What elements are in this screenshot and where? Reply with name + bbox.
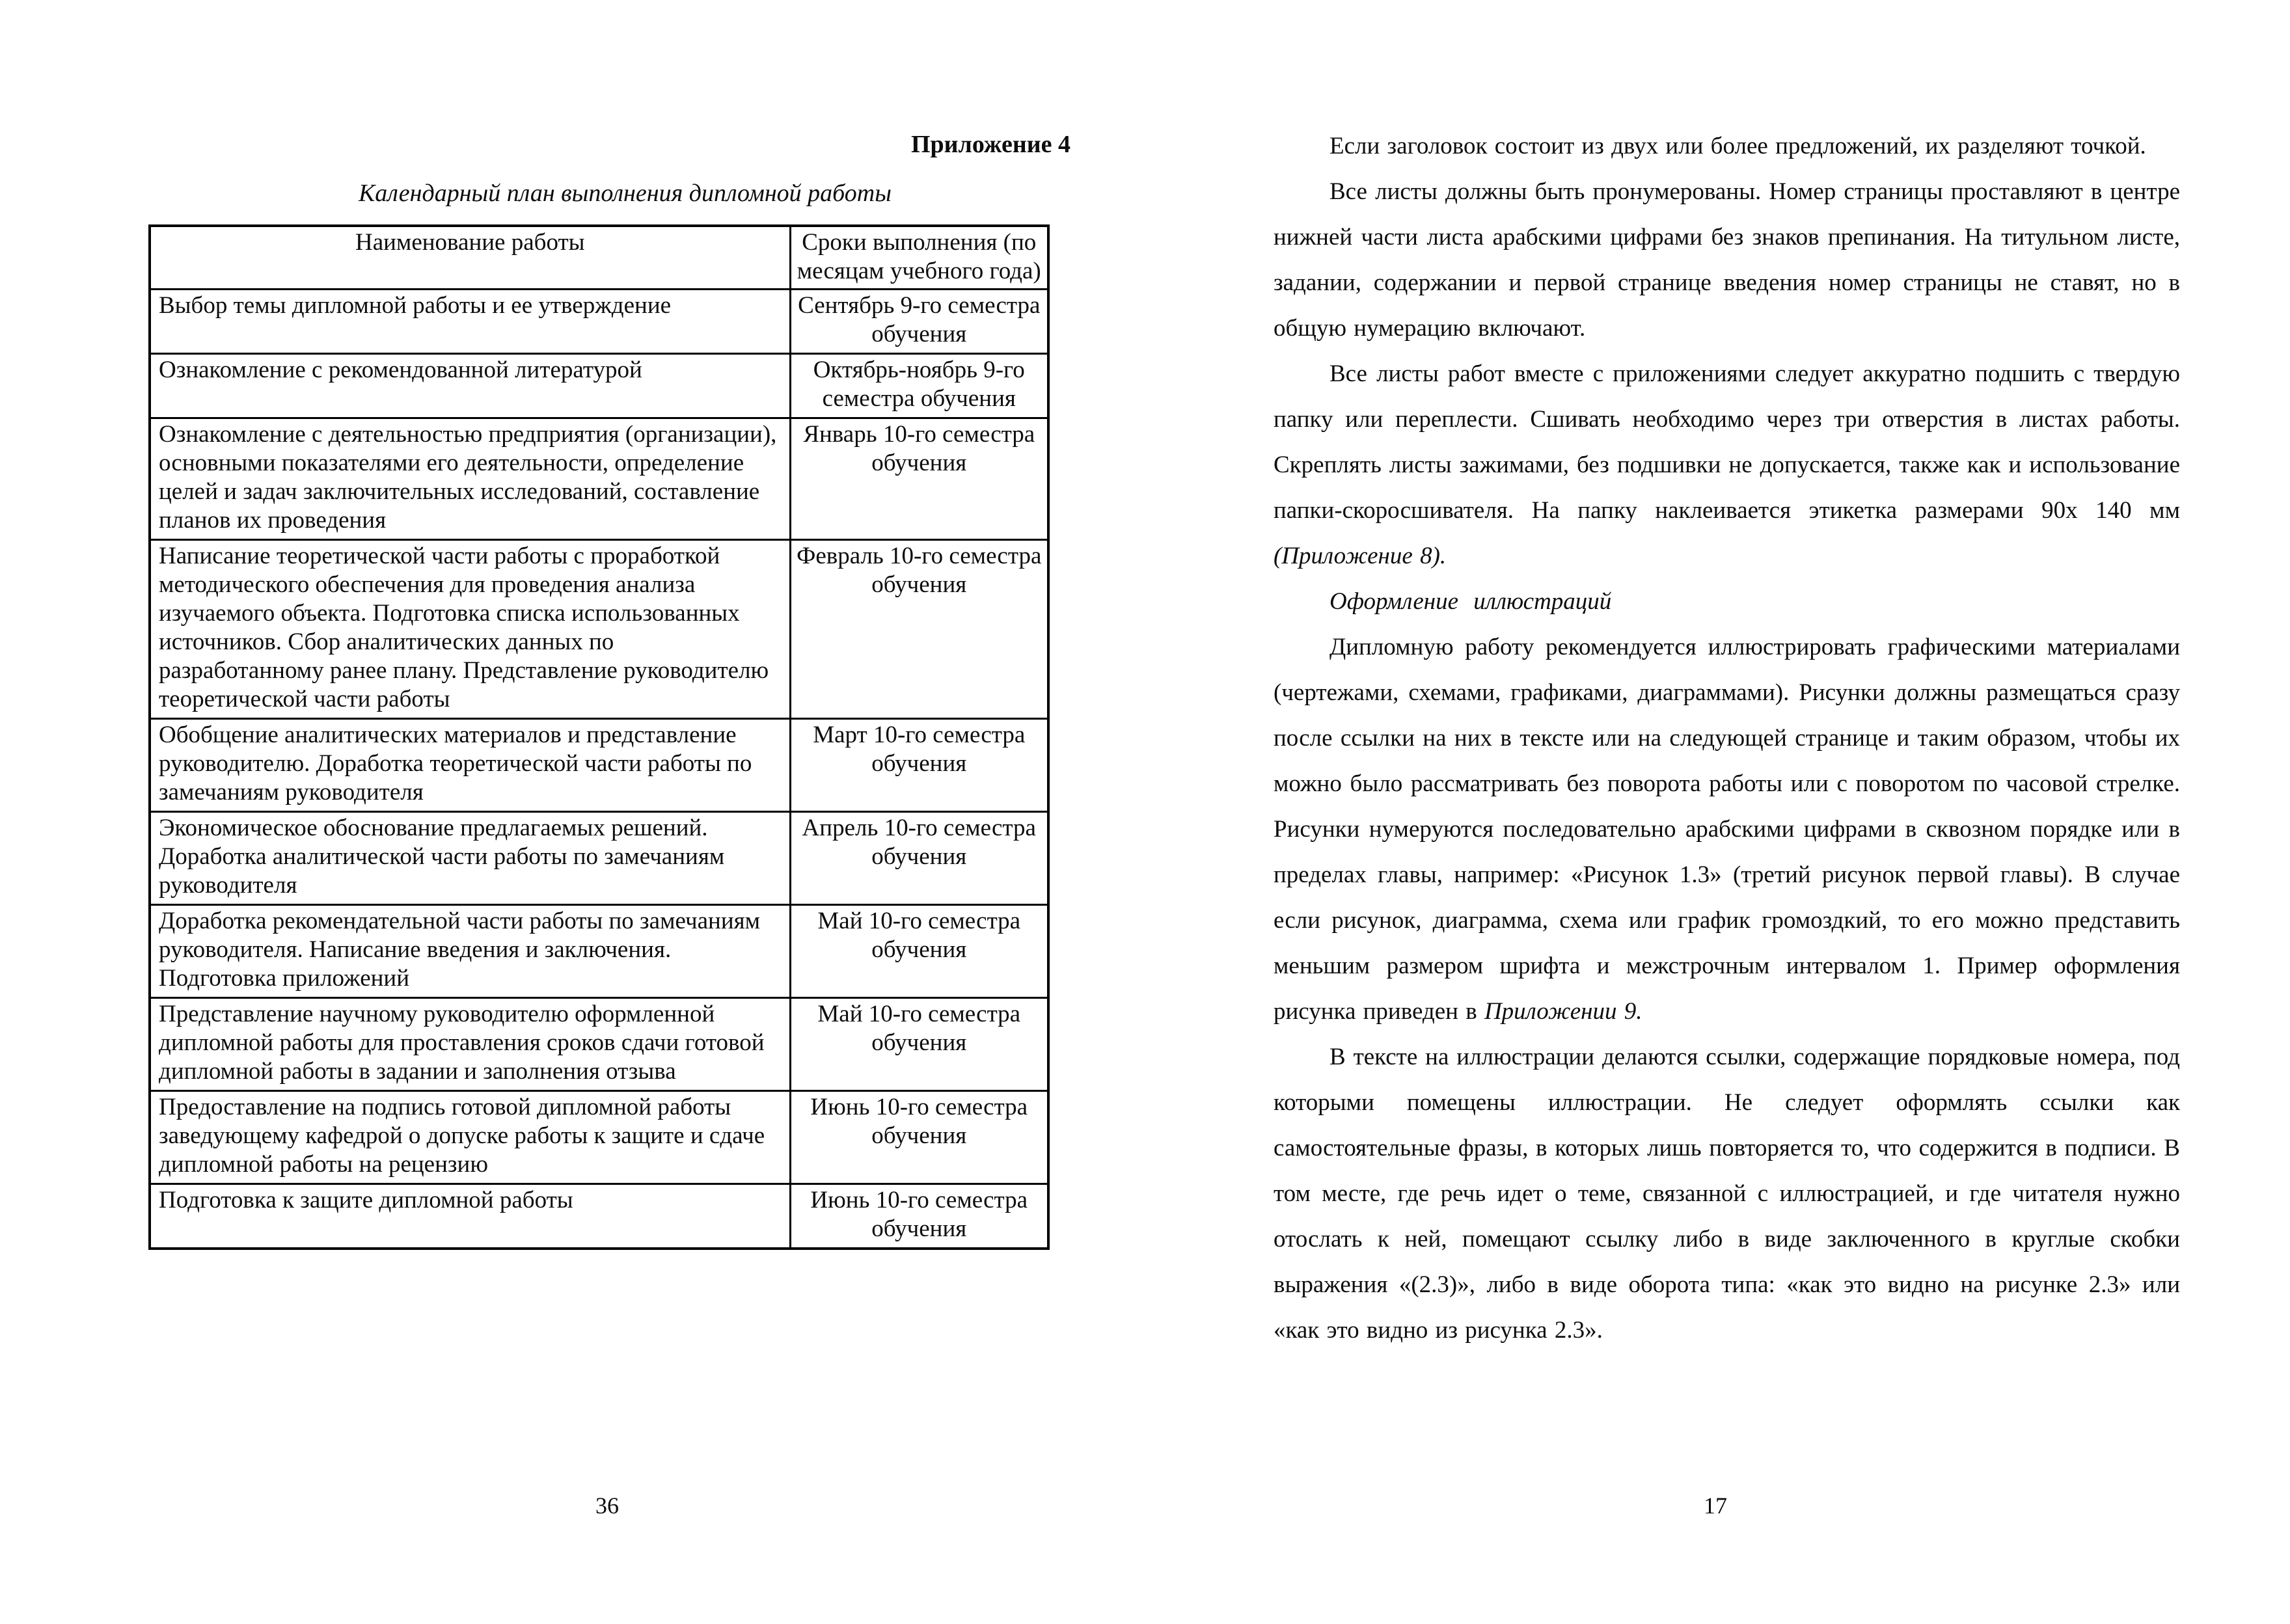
task-cell: Подготовка к защите дипломной работы <box>150 1184 790 1249</box>
right-page-text <box>1274 124 2180 1353</box>
task-cell: Предоставление на подпись готовой дипломной работы заведующему кафедрой о допуске работы к защите и сдаче дипломной работы на рецензию <box>150 1091 790 1184</box>
term-cell: Октябрь-ноябрь 9-го семестра обучения <box>790 354 1048 418</box>
term-cell: Февраль 10-го семестра обучения <box>790 540 1048 719</box>
table-row <box>150 812 1048 905</box>
term-cell: Январь 10-го семестра обучения <box>790 418 1048 540</box>
illustrations-subheading: Оформление иллюстраций <box>1329 588 1612 615</box>
page-number-left: 36 <box>595 1493 619 1519</box>
table-row <box>150 1091 1048 1184</box>
term-cell: Сентябрь 9-го семестра обучения <box>790 290 1048 354</box>
term-cell: Апрель 10-го семестра обучения <box>790 812 1048 905</box>
table-row <box>150 418 1048 540</box>
table-row <box>150 998 1048 1091</box>
table-row <box>150 290 1048 354</box>
paragraph-illustrations-main: Дипломную работу рекомендуется иллюстрировать графическими материалами (чертежами, схемами, графиками, диаграммами). Рисунки должны размещаться сразу после ссылки на них в тексте или на следующей странице и таким образом, чтобы их можно было рассматривать без поворота работы или с поворотом по часовой стрелке. Рисунки нумеруются последовательно арабскими цифрами в сквозном порядке или в пределах главы, например: «Рисунок 1.3» (третий рисунок первой главы). В случае если рисунок, диаграмма, схема или график громоздкий, то его можно представить меньшим размером шрифта и межстрочным интервалом 1. Пример оформления рисунка приведен в <box>1274 634 2180 1025</box>
appendix-9-reference: Приложении 9. <box>1484 998 1643 1025</box>
paragraph-illustrations <box>1274 625 2180 1035</box>
schedule-table <box>148 224 1050 1250</box>
task-cell: Доработка рекомендательной части работы по замечаниям руководителя. Написание введения и заключения. Подготовка приложений <box>150 905 790 998</box>
paragraph-references: В тексте на иллюстрации делаются ссылки, содержащие порядковые номера, под которыми помещены иллюстрации. Не следует оформлять ссылки как самостоятельные фразы, в которых лишь повторяется то, что содержится в подписи. В том месте, где речь идет о теме, связанной с иллюстрацией, и где читателя нужно отослать к ней, помещают ссылку либо в виде заключенного в круглые скобки выражения «(2.3)», либо в виде оборота типа: «как это видно на рисунке 2.3» или «как это видно из рисунка 2.3». <box>1274 1044 2180 1344</box>
task-cell: Написание теоретической части работы с проработкой методического обеспечения для проведения анализа изучаемого объекта. Подготовка списка использованных источников. Сбор аналитических данных по разработанному ранее плану. Представление руководителю теоретической части работы <box>150 540 790 719</box>
column-header-term: Сроки выполнения (по месяцам учебного года) <box>790 226 1048 290</box>
term-cell: Июнь 10-го семестра обучения <box>790 1091 1048 1184</box>
paragraph-heading-dot: Если заголовок состоит из двух или более предложений, их разделяют точкой. <box>1329 133 2146 159</box>
paragraph-page-numbering: Все листы должны быть пронумерованы. Номер страницы проставляют в центре нижней части листа арабскими цифрами без знаков препинания. На титульном листе, задании, содержании и первой странице введения номер страницы не ставят, но в общую нумерацию включают. <box>1274 178 2180 342</box>
task-cell: Обобщение аналитических материалов и представление руководителю. Доработка теоретической части работы по замечаниям руководителя <box>150 719 790 812</box>
term-cell: Июнь 10-го семестра обучения <box>790 1184 1048 1249</box>
task-cell: Представление научному руководителю оформленной дипломной работы для проставления сроков сдачи готовой дипломной работы в задании и заполнения отзыва <box>150 998 790 1091</box>
table-row <box>150 905 1048 998</box>
paragraph-binding-main: Все листы работ вместе с приложениями следует аккуратно подшить с твердую папку или переплести. Сшивать необходимо через три отверстия в листах работы. Скреплять листы зажимами, без подшивки не допускается, также как и использование папки-скоросшивателя. На папку наклеивается этикетка размерами 90х 140 мм <box>1274 360 2180 524</box>
task-cell: Экономическое обоснование предлагаемых решений. Доработка аналитической части работы по замечаниям руководителя <box>150 812 790 905</box>
table-row <box>150 1184 1048 1249</box>
table-row <box>150 354 1048 418</box>
term-cell: Май 10-го семестра обучения <box>790 905 1048 998</box>
table-row <box>150 540 1048 719</box>
column-header-task: Наименование работы <box>150 226 790 290</box>
paragraph-binding <box>1274 351 2180 579</box>
document-title: Календарный план выполнения дипломной работы <box>359 180 892 207</box>
table-header-row <box>150 226 1048 290</box>
term-cell: Май 10-го семестра обучения <box>790 998 1048 1091</box>
task-cell: Ознакомление с деятельностью предприятия (организации), основными показателями его деятельности, определение целей и задач заключительных исследований, составление планов их проведения <box>150 418 790 540</box>
appendix-label: Приложение 4 <box>910 131 1070 158</box>
term-cell: Март 10-го семестра обучения <box>790 719 1048 812</box>
task-cell: Выбор темы дипломной работы и ее утверждение <box>150 290 790 354</box>
task-cell: Ознакомление с рекомендованной литературой <box>150 354 790 418</box>
page-number-right: 17 <box>1704 1493 1727 1519</box>
appendix-8-reference: (Приложение 8). <box>1274 543 1447 569</box>
table-row <box>150 719 1048 812</box>
